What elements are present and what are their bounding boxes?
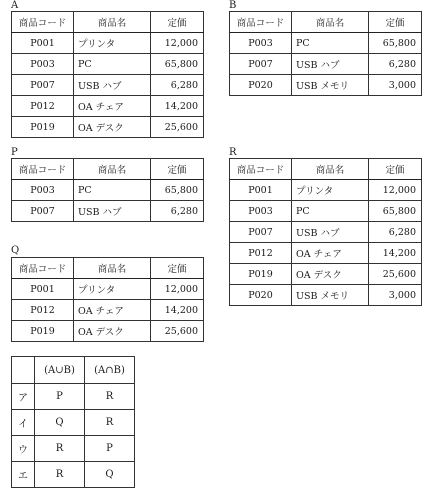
- table-row: [12, 300, 204, 321]
- table-q: [11, 257, 204, 342]
- cell-price: 25,600: [369, 264, 422, 285]
- table-header-row: [12, 258, 204, 279]
- cell-price: 3,000: [369, 285, 422, 306]
- answer-union-cell: Q: [35, 410, 85, 436]
- table-row: [230, 75, 422, 96]
- table-a: [11, 11, 204, 138]
- table-b: [229, 11, 422, 96]
- cell-price: 65,800: [151, 54, 204, 75]
- cell-price: 12,000: [151, 279, 204, 300]
- answer-option-label: ア: [12, 384, 35, 410]
- cell-name: OA デスク: [74, 321, 151, 342]
- cell-code: P019: [12, 117, 74, 138]
- header-name: 商品名: [74, 159, 151, 180]
- cell-name: OA デスク: [74, 117, 151, 138]
- cell-code: P019: [12, 321, 74, 342]
- header-code: 商品コード: [230, 12, 292, 33]
- cell-price: 14,200: [151, 96, 204, 117]
- cell-code: P012: [12, 300, 74, 321]
- answer-row: [12, 436, 135, 462]
- answer-union-cell: R: [35, 436, 85, 462]
- cell-price: 65,800: [369, 201, 422, 222]
- answer-row: [12, 462, 135, 488]
- header-code: 商品コード: [12, 258, 74, 279]
- cell-name: プリンタ: [74, 279, 151, 300]
- cell-price: 6,280: [369, 54, 422, 75]
- table-row: [12, 54, 204, 75]
- cell-name: USB ハブ: [74, 75, 151, 96]
- table-row: [12, 201, 204, 222]
- header-union: (A∪B): [35, 357, 85, 384]
- cell-price: 14,200: [151, 300, 204, 321]
- cell-name: OA チェア: [74, 96, 151, 117]
- table-b-label: B: [229, 0, 237, 11]
- table-row: [230, 222, 422, 243]
- answer-option-label: エ: [12, 462, 35, 488]
- cell-code: P020: [230, 75, 292, 96]
- cell-price: 12,000: [369, 180, 422, 201]
- cell-price: 25,600: [151, 321, 204, 342]
- answer-intersection-cell: R: [85, 384, 135, 410]
- cell-code: P003: [230, 33, 292, 54]
- cell-code: P003: [12, 180, 74, 201]
- header-name: 商品名: [292, 159, 369, 180]
- cell-price: 6,280: [151, 75, 204, 96]
- header-name: 商品名: [74, 12, 151, 33]
- header-code: 商品コード: [12, 159, 74, 180]
- header-code: 商品コード: [12, 12, 74, 33]
- answer-row: [12, 410, 135, 436]
- cell-name: USB メモリ: [292, 285, 369, 306]
- table-row: [230, 285, 422, 306]
- table-r: [229, 158, 422, 306]
- table-row: [230, 201, 422, 222]
- cell-code: P007: [12, 201, 74, 222]
- header-price: 定価: [369, 12, 422, 33]
- cell-name: OA チェア: [292, 243, 369, 264]
- cell-code: P012: [230, 243, 292, 264]
- cell-price: 6,280: [151, 201, 204, 222]
- cell-price: 3,000: [369, 75, 422, 96]
- cell-name: プリンタ: [74, 33, 151, 54]
- cell-price: 65,800: [151, 180, 204, 201]
- cell-name: PC: [292, 33, 369, 54]
- table-q-label: Q: [11, 245, 20, 256]
- cell-code: P001: [230, 180, 292, 201]
- answer-intersection-cell: Q: [85, 462, 135, 488]
- table-header-row: [230, 12, 422, 33]
- answer-intersection-cell: P: [85, 436, 135, 462]
- cell-code: P003: [12, 54, 74, 75]
- cell-name: OA デスク: [292, 264, 369, 285]
- table-row: [12, 96, 204, 117]
- table-row: [230, 264, 422, 285]
- header-price: 定価: [151, 12, 204, 33]
- cell-code: P007: [12, 75, 74, 96]
- header-intersection: (A∩B): [85, 357, 135, 384]
- answer-table: [11, 356, 135, 488]
- table-p-label: P: [11, 147, 18, 158]
- table-row: [12, 180, 204, 201]
- table-a-label: A: [11, 0, 19, 11]
- table-r-label: R: [229, 147, 237, 158]
- answer-union-cell: P: [35, 384, 85, 410]
- answer-option-label: イ: [12, 410, 35, 436]
- table-row: [12, 117, 204, 138]
- cell-code: P001: [12, 279, 74, 300]
- answer-option-label: ウ: [12, 436, 35, 462]
- header-price: 定価: [151, 159, 204, 180]
- answer-row: [12, 384, 135, 410]
- table-row: [230, 54, 422, 75]
- header-price: 定価: [151, 258, 204, 279]
- answer-union-cell: R: [35, 462, 85, 488]
- cell-code: P019: [230, 264, 292, 285]
- cell-price: 25,600: [151, 117, 204, 138]
- answer-intersection-cell: R: [85, 410, 135, 436]
- cell-price: 12,000: [151, 33, 204, 54]
- cell-name: OA チェア: [74, 300, 151, 321]
- table-row: [12, 321, 204, 342]
- answer-corner-cell: [12, 357, 35, 384]
- cell-name: PC: [74, 180, 151, 201]
- cell-name: プリンタ: [292, 180, 369, 201]
- table-header-row: [230, 159, 422, 180]
- table-row: [230, 180, 422, 201]
- cell-price: 6,280: [369, 222, 422, 243]
- table-p: [11, 158, 204, 222]
- header-name: 商品名: [74, 258, 151, 279]
- header-name: 商品名: [292, 12, 369, 33]
- cell-code: P020: [230, 285, 292, 306]
- cell-code: P007: [230, 222, 292, 243]
- cell-name: USB メモリ: [292, 75, 369, 96]
- table-row: [230, 33, 422, 54]
- cell-code: P012: [12, 96, 74, 117]
- table-row: [12, 33, 204, 54]
- cell-price: 65,800: [369, 33, 422, 54]
- table-row: [230, 243, 422, 264]
- cell-name: PC: [74, 54, 151, 75]
- cell-name: PC: [292, 201, 369, 222]
- cell-name: USB ハブ: [74, 201, 151, 222]
- answer-header-row: [12, 357, 135, 384]
- table-row: [12, 279, 204, 300]
- cell-name: USB ハブ: [292, 222, 369, 243]
- cell-code: P007: [230, 54, 292, 75]
- table-header-row: [12, 159, 204, 180]
- header-price: 定価: [369, 159, 422, 180]
- cell-name: USB ハブ: [292, 54, 369, 75]
- table-header-row: [12, 12, 204, 33]
- header-code: 商品コード: [230, 159, 292, 180]
- cell-price: 14,200: [369, 243, 422, 264]
- table-row: [12, 75, 204, 96]
- cell-code: P003: [230, 201, 292, 222]
- cell-code: P001: [12, 33, 74, 54]
